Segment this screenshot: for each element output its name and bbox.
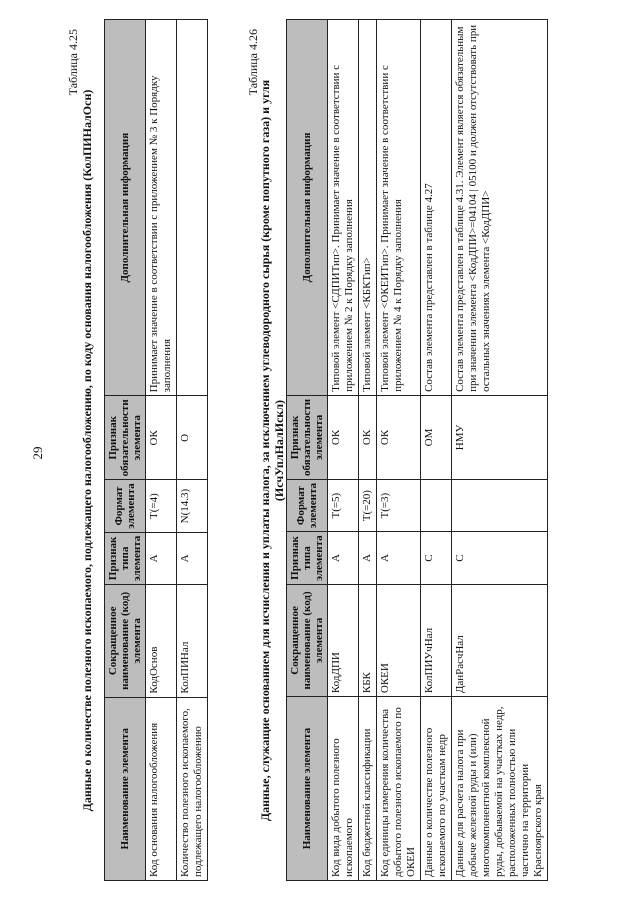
header-cell: Сокращенное наименование (код) элемента xyxy=(287,584,328,696)
cell: Типовой элемент <ОКЕИТип>. Принимает значение в соответствии с приложением № 4 к Порядку заполнения xyxy=(377,20,421,396)
table-row xyxy=(359,20,377,881)
table-row xyxy=(421,20,452,881)
cell: С xyxy=(421,532,452,584)
cell: А xyxy=(146,532,177,584)
cell: НМУ xyxy=(452,395,548,479)
cell: Т(=5) xyxy=(328,479,359,531)
header-cell: Наименование элемента xyxy=(105,697,146,880)
cell: ДанРасчНал xyxy=(452,584,548,696)
cell: А xyxy=(177,532,208,584)
cell xyxy=(421,479,452,531)
cell: ОК xyxy=(328,395,359,479)
cell: ОК xyxy=(377,395,421,479)
cell: КБК xyxy=(359,584,377,696)
header-cell: Дополнительная информация xyxy=(105,20,146,396)
cell: ОК xyxy=(146,396,177,480)
header-cell: Дополнительная информация xyxy=(287,20,328,396)
table-row xyxy=(377,20,421,881)
header-cell: Сокращенное наименование (код) элемента xyxy=(105,585,146,698)
cell: Код основания налогообложения xyxy=(146,697,177,880)
cell xyxy=(177,20,208,396)
header-cell: Формат элемента xyxy=(287,479,328,531)
cell: Типовой элемент <СДПИТип>. Принимает значение в соответствии с приложением № 2 к Порядку заполнения xyxy=(328,20,359,396)
cell: Количество полезного ископаемого, подлежащего налогообложению xyxy=(177,697,208,880)
cell: ОМ xyxy=(421,395,452,479)
cell: Принимает значение в соответствии с приложением № 3 к Порядку заполнения xyxy=(146,20,177,396)
cell: Код единицы измерения количества добытого полезного ископаемого по ОКЕИ xyxy=(377,697,421,881)
table2-title xyxy=(258,0,286,901)
cell: Типовой элемент <КБКТип> xyxy=(359,20,377,396)
cell: КодОснов xyxy=(146,585,177,698)
table1-number: Таблица 4.25 xyxy=(66,29,80,96)
cell: Код бюджетной классификации xyxy=(359,697,377,881)
table-row xyxy=(146,20,177,881)
cell: КодДПИ xyxy=(328,584,359,696)
cell: ОКЕИ xyxy=(377,584,421,696)
header-cell: Наименование элемента xyxy=(287,697,328,881)
cell: Т(=3) xyxy=(377,479,421,531)
cell: Т(=4) xyxy=(146,480,177,532)
cell: А xyxy=(359,532,377,584)
table1-header-row xyxy=(105,20,146,881)
page-number: 29 xyxy=(30,446,45,460)
header-cell: Признак обязательности элемента xyxy=(287,395,328,479)
header-cell: Признак обязательности элемента xyxy=(105,396,146,480)
cell: Т(=20) xyxy=(359,479,377,531)
cell: Данные о количестве полезного ископаемого по участкам недр xyxy=(421,697,452,881)
table-row xyxy=(177,20,208,881)
table2-header-row xyxy=(287,20,328,881)
cell: А xyxy=(328,532,359,584)
cell: N(14.3) xyxy=(177,480,208,532)
cell: Данные для расчета налога при добыче железной руды и (или) многокомпонентной комплексной руды, добываемой на участках недр, расположенных полностью или частично на территории Красноярского края xyxy=(452,697,548,881)
cell: Состав элемента представлен в таблице 4.27 xyxy=(421,20,452,396)
cell: О xyxy=(177,396,208,480)
cell: ОК xyxy=(359,395,377,479)
cell: КолПИУчНал xyxy=(421,584,452,696)
table-row xyxy=(328,20,359,881)
table1 xyxy=(104,19,208,881)
cell xyxy=(452,479,548,531)
header-cell: Признак типа элемента xyxy=(287,532,328,584)
table1-title: Данные о количестве полезного ископаемого, подлежащего налогообложению, по коду основания налогообложения (КолПИНалОсн) xyxy=(80,89,94,812)
table2-number: Таблица 4.26 xyxy=(246,29,260,96)
table-row xyxy=(452,20,548,881)
header-cell: Признак типа элемента xyxy=(105,532,146,584)
table2 xyxy=(286,19,548,881)
cell: Состав элемента представлен в таблице 4.31. Элемент является обязательным при значении элемента <КодДПИ>=04104 | 05100 и должен отсутствовать при остальных значениях элемента <КодДПИ> xyxy=(452,20,548,396)
table2-title-line1: Данные, служащие основанием для исчисления и уплаты налога, за исключением углеводородного сырья (кроме попутного газа) и угля xyxy=(258,79,272,822)
table2-title-line2: (ИсчУплНалИскл) xyxy=(272,399,286,502)
cell: А xyxy=(377,532,421,584)
cell: С xyxy=(452,532,548,584)
header-cell: Формат элемента xyxy=(105,480,146,532)
cell: КолПИНал xyxy=(177,585,208,698)
cell: Код вида добытого полезного ископаемого xyxy=(328,697,359,881)
